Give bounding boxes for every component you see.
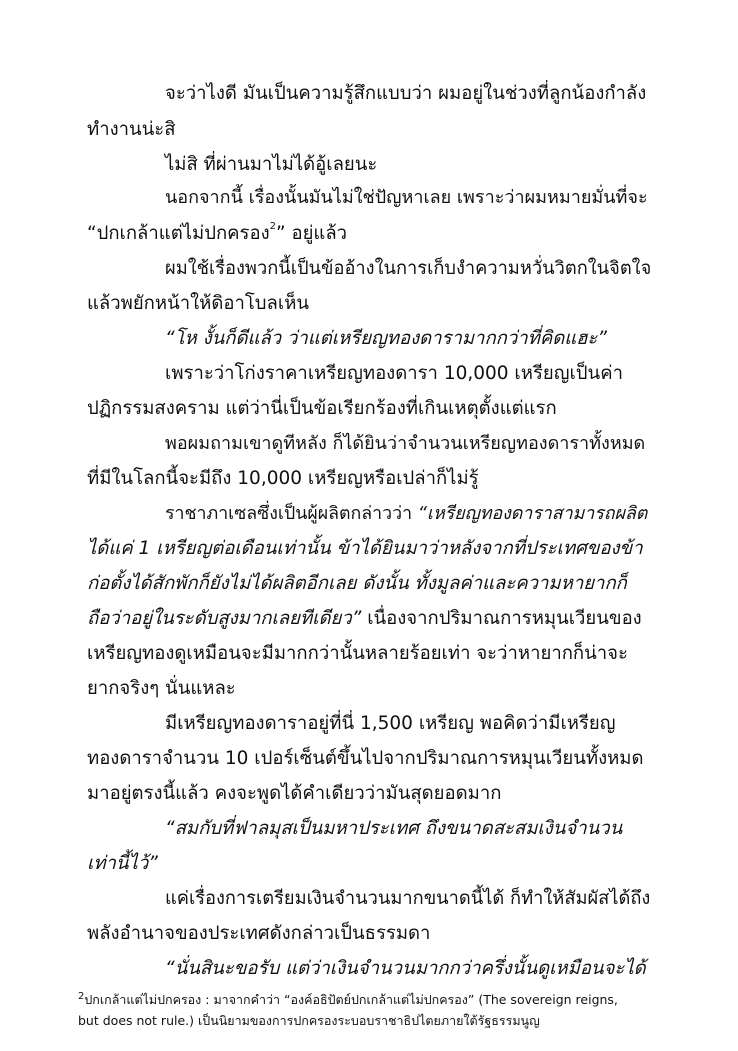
footnote-line (78, 992, 618, 1008)
paragraph-line: นอกจากนี้ เรื่องนั้นมันไม่ใช่ปัญหาเลย เพราะว่าผมหมายมั่นที่จะ (165, 187, 648, 208)
paragraph-line: จะว่าไงดี มันเป็นความรู้สึกแบบว่า ผมอยู่ในช่วงที่ลูกน้องกำลัง (165, 83, 647, 104)
paragraph-line: มาอยู่ตรงนี้แล้ว คงจะพูดได้คำเดียวว่ามันสุดยอดมาก (87, 783, 502, 804)
dialogue-segment: “เหรียญทองดาราสามารถผลิต (417, 504, 648, 524)
paragraph-line (87, 222, 650, 246)
paragraph-line: พลังอำนาจของประเทศดังกล่าวเป็นธรรมดา (87, 923, 431, 944)
quoted-term-suffix: ” อยู่แล้ว (276, 223, 348, 244)
dialogue-line: “นั่นสินะขอรับ แต่ว่าเงินจำนวนมากกว่าครึ่งนั้นดูเหมือนจะได้ (165, 958, 646, 979)
narration-segment: ราชาภาเซลซึ่งเป็นผู้ผลิตกล่าวว่า (165, 504, 413, 524)
paragraph-line: ผมใช้เรื่องพวกนี้เป็นข้ออ้างในการเก็บงำความหวั่นวิตกในจิตใจ (165, 258, 652, 279)
narration-segment: เนื่องจากปริมาณการหมุนเวียนของ (361, 608, 642, 629)
paragraph-line: พอผมถามเขาดูทีหลัง ก็ได้ยินว่าจำนวนเหรียญทองดาราทั้งหมด (165, 433, 646, 454)
footnote-line: but does not rule.) เป็นนิยามของการปกครองระบอบราชาธิปไตยภายใต้รัฐธรรมนูญ (78, 1013, 540, 1028)
quoted-term: “ปกเกล้าแต่ไม่ปกครอง (87, 223, 270, 244)
paragraph-line: ทำงานน่ะสิ (87, 119, 176, 140)
paragraph-line: แล้วพยักหน้าให้ดิอาโบลเห็น (87, 293, 310, 314)
paragraph-line (165, 502, 650, 526)
paragraph-line: ไม่สิ ที่ผ่านมาไม่ได้อู้เลยนะ (165, 154, 378, 175)
paragraph-line (87, 607, 650, 631)
paragraph-line: ทองดาราจำนวน 10 เปอร์เซ็นต์ขึ้นไปจากปริมาณการหมุนเวียนทั้งหมด (87, 748, 644, 769)
paragraph-line: เพราะว่าโก่งราคาเหรียญทองดารา 10,000 เหรียญเป็นค่า (165, 363, 623, 384)
dialogue-line: “สมกับที่ฟาลมุสเป็นมหาประเทศ ถึงขนาดสะสมเงินจำนวน (165, 818, 623, 839)
footnote-text: ปกเกล้าแต่ไม่ปกครอง : มาจากคำว่า “องค์อธิปัตย์ปกเกล้าแต่ไม่ปกครอง” (The sovereign reigns, (84, 992, 618, 1007)
dialogue-segment: ถือว่าอยู่ในระดับสูงมากเลยทีเดียว” (87, 608, 362, 629)
paragraph-line: ที่มีในโลกนี้จะมีถึง 10,000 เหรียญหรือเปล่าก็ไม่รู้ (87, 468, 479, 489)
dialogue-line: เท่านี้ไว้” (87, 853, 158, 874)
paragraph-line: ยากจริงๆ นั่นแหละ (87, 678, 236, 699)
paragraph-line: มีเหรียญทองดาราอยู่ที่นี่ 1,500 เหรียญ พอคิดว่ามีเหรียญ (165, 713, 616, 734)
paragraph-line: ปฏิกรรมสงคราม แต่ว่านี่เป็นข้อเรียกร้องที่เกินเหตุตั้งแต่แรก (87, 398, 557, 419)
footnote-marker: 2 (78, 991, 85, 1002)
paragraph-line: เหรียญทองดูเหมือนจะมีมากกว่านั้นหลายร้อยเท่า จะว่าหายากก็น่าจะ (87, 643, 628, 664)
footnote-reference: 2 (269, 221, 276, 232)
paragraph-line: แค่เรื่องการเตรียมเงินจำนวนมากขนาดนี้ได้ ก็ทำให้สัมผัสได้ถึง (165, 888, 651, 909)
dialogue-line: “โห งั้นก็ดีแล้ว ว่าแต่เหรียญทองดารามากกว่าที่คิดแฮะ” (165, 328, 607, 349)
dialogue-line: ได้แค่ 1 เหรียญต่อเดือนเท่านั้น ข้าได้ยินมาว่าหลังจากที่ประเทศของข้า (87, 538, 643, 559)
dialogue-line: ก่อตั้งได้สักพักก็ยังไม่ได้ผลิตอีกเลย ดังนั้น ทั้งมูลค่าและความหายากก็ (87, 573, 627, 594)
